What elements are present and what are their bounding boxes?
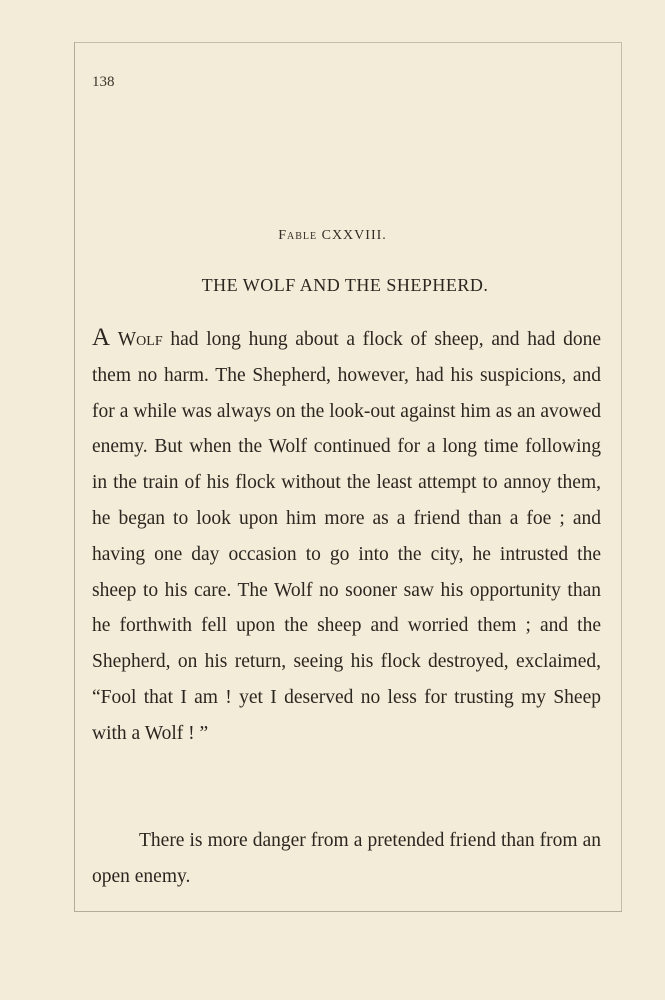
initial-letter: A	[92, 324, 111, 351]
page-number: 138	[92, 74, 115, 90]
page-frame-bottom	[74, 911, 622, 912]
fable-number-label: Fable CXXVIII.	[278, 228, 387, 243]
fable-body-paragraph	[92, 320, 601, 752]
page-frame-left	[74, 42, 75, 912]
page-frame-right	[621, 42, 622, 912]
fable-title: THE WOLF AND THE SHEPHERD.	[201, 275, 489, 295]
fable-moral: There is more danger from a pretended friend than from an open enemy.	[92, 830, 601, 887]
page-frame-top	[74, 42, 622, 43]
lead-word: Wolf	[117, 329, 163, 350]
fable-body-text: had long hung about a flock of sheep, and had done them no harm. The Shepherd, however, had his suspicions, and for a while was always on the look-out against him as an avowed enemy. But when the Wolf continued for a long time following in the train of his flock without the least attempt to annoy them, he began to look upon him more as a friend than a foe ; and having one day occasion to go into the city, he intrusted the sheep to his care. The Wolf no sooner saw his opportunity than he forthwith fell upon the sheep and worried them ; and the Shepherd, on his return, seeing his flock destroyed, exclaimed, “Fool that I am ! yet I deserved no less for trusting my Sheep with a Wolf ! ”	[92, 329, 602, 744]
fable-number-heading	[0, 228, 665, 244]
